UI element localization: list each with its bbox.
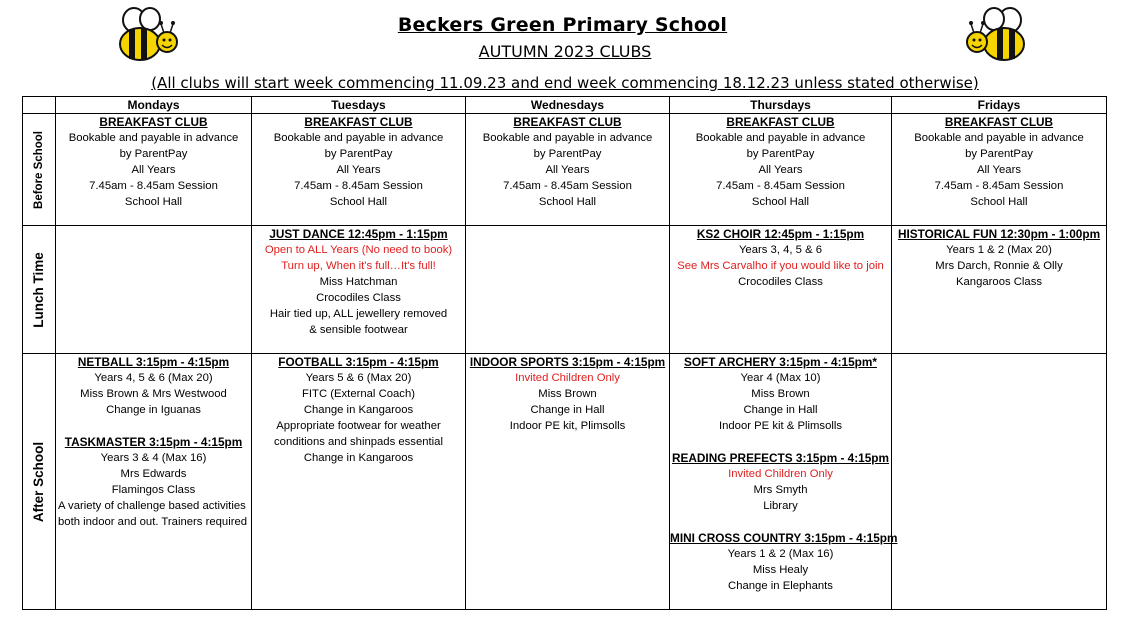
clubs-timetable (22, 96, 1107, 610)
day-header-friday: Fridays (892, 97, 1107, 114)
after-friday-cell (892, 354, 1107, 610)
day-header-row (23, 97, 1107, 114)
breakfast-club-cell: BREAKFAST CLUB Bookable and payable in advance by ParentPay All Years 7.45am - 8.45am Session School Hall (56, 114, 252, 226)
day-header-wednesday: Wednesdays (466, 97, 670, 114)
before-school-row (23, 114, 1107, 226)
just-dance-cell: JUST DANCE 12:45pm - 1:15pm Open to ALL Years (No need to book) Turn up, When it's full…It's full! Miss Hatchman Crocodiles Class Hair tied up, ALL jewellery removed & sensible footwear (252, 226, 466, 354)
row-label-after-school: After School (23, 354, 56, 610)
after-wednesday-cell: INDOOR SPORTS 3:15pm - 4:15pm Invited Children Only Miss Brown Change in Hall Indoor PE kit, Plimsolls (466, 354, 670, 610)
after-monday-cell: NETBALL 3:15pm - 4:15pm Years 4, 5 & 6 (Max 20) Miss Brown & Mrs Westwood Change in Iguanas TASKMASTER 3:15pm - 4:15pm Years 3 & 4 (Max 16) Mrs Edwards Flamingos Class A variety of challenge based activities both indoor and out. Trainers required (56, 354, 252, 610)
breakfast-club-cell: BREAKFAST CLUB Bookable and payable in advance by ParentPay All Years 7.45am - 8.45am Session School Hall (252, 114, 466, 226)
corner-cell (23, 97, 56, 114)
netball-title: NETBALL 3:15pm - 4:15pm (77, 355, 230, 369)
day-header-thursday: Thursdays (670, 97, 892, 114)
football-title: FOOTBALL 3:15pm - 4:15pm (278, 355, 439, 369)
after-tuesday-cell: FOOTBALL 3:15pm - 4:15pm Years 5 & 6 (Max 20) FITC (External Coach) Change in Kangaroos Appropriate footwear for weather conditions and shinpads essential Change in Kangaroos (252, 354, 466, 610)
page-title: Beckers Green Primary School (397, 14, 728, 36)
soft-archery-title: SOFT ARCHERY 3:15pm - 4:15pm* (684, 355, 877, 369)
lunch-wednesday-cell (466, 226, 670, 354)
indoor-sports-title: INDOOR SPORTS 3:15pm - 4:15pm (469, 355, 666, 369)
page-subtitle: AUTUMN 2023 CLUBS (478, 42, 652, 61)
mini-cross-country-title: MINI CROSS COUNTRY 3:15pm - 4:15pm (670, 531, 898, 545)
breakfast-club-cell: BREAKFAST CLUB Bookable and payable in advance by ParentPay All Years 7.45am - 8.45am Session School Hall (466, 114, 670, 226)
date-note: (All clubs will start week commencing 11.09.23 and end week commencing 18.12.23 unless stated otherwise) (151, 74, 979, 92)
day-header-tuesday: Tuesdays (252, 97, 466, 114)
ks2-choir-cell: KS2 CHOIR 12:45pm - 1:15pm Years 3, 4, 5 & 6 See Mrs Carvalho if you would like to join Crocodiles Class (670, 226, 892, 354)
row-label-before-school: Before School (23, 114, 56, 226)
page-header (0, 0, 1125, 96)
after-thursday-cell: SOFT ARCHERY 3:15pm - 4:15pm* Year 4 (Max 10) Miss Brown Change in Hall Indoor PE kit & Plimsolls READING PREFECTS 3:15pm - 4:15pm Invited Children Only Mrs Smyth Library MINI CROSS COUNTRY 3:15pm - 4:15pm Years 1 & 2 (Max 16) Miss Healy Change in Elephants (670, 354, 892, 610)
taskmaster-title: TASKMASTER 3:15pm - 4:15pm (64, 435, 243, 449)
lunch-monday-cell (56, 226, 252, 354)
reading-prefects-title: READING PREFECTS 3:15pm - 4:15pm (672, 451, 889, 465)
day-header-monday: Mondays (56, 97, 252, 114)
lunch-time-row (23, 226, 1107, 354)
breakfast-club-cell: BREAKFAST CLUB Bookable and payable in advance by ParentPay All Years 7.45am - 8.45am Session School Hall (892, 114, 1107, 226)
breakfast-club-cell: BREAKFAST CLUB Bookable and payable in advance by ParentPay All Years 7.45am - 8.45am Session School Hall (670, 114, 892, 226)
after-school-row (23, 354, 1107, 610)
historical-fun-cell: HISTORICAL FUN 12:30pm - 1:00pm Years 1 & 2 (Max 20) Mrs Darch, Ronnie & Olly Kangaroos Class (892, 226, 1107, 354)
row-label-lunch-time: Lunch Time (23, 226, 56, 354)
